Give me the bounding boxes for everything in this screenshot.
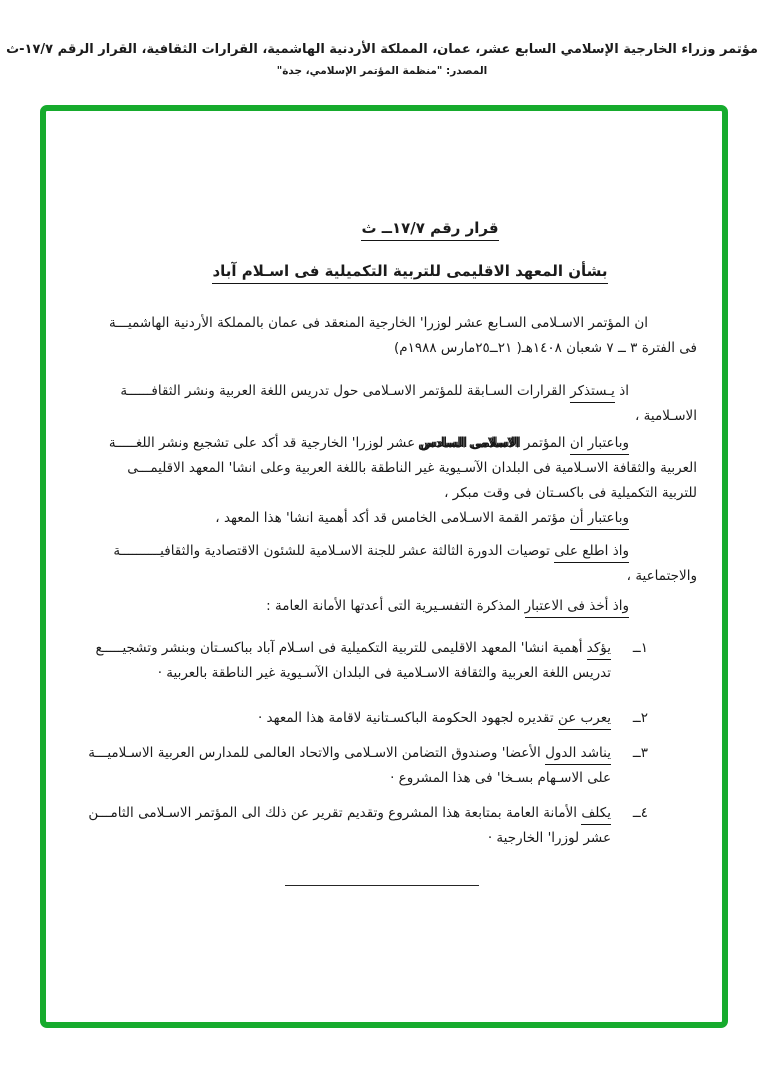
- paragraph-line: [86, 506, 697, 531]
- underlined-lead: واذ اطلع على: [554, 543, 629, 563]
- preamble-paragraph-2: [86, 379, 697, 429]
- underlined-lead: يؤكد: [587, 640, 611, 660]
- underlined-lead: يكلف: [581, 805, 611, 825]
- decision-subject-text: بشأن المعهد الاقليمى للتربية التكميلية فى اسـلام آباد: [212, 262, 607, 284]
- line-text: الأمانة العامة بمتابعة هذا المشروع وتقديم تقرير عن ذلك الى المؤتمر الاسـلامى الثامـــن: [88, 805, 582, 821]
- line-text: القرارات السـابقة للمؤتمر الاسـلامى حول تدريس اللغة العربية ونشر الثقافــــــة: [120, 383, 571, 399]
- resolution-item-1: [95, 636, 648, 686]
- paragraph-line: [258, 710, 611, 730]
- item-number: ٤ــ: [632, 805, 648, 821]
- lead-prefix: اذ: [614, 383, 629, 399]
- underlined-lead: وباعتبار ان: [570, 435, 629, 455]
- underlined-lead: يناشد الدول: [545, 745, 611, 765]
- overstruck-text: الاسلامى السادس: [419, 435, 520, 451]
- underlined-lead: يـستذكر: [570, 383, 615, 403]
- paragraph-line: العربية والثقافة الاسـلامية فى البلدان الآسـيوية غير الناطقة باللغة العربية وعلى انشا' المعهد الاقليمـــى: [127, 460, 697, 476]
- item-text: [100, 706, 611, 731]
- resolution-item-4: [88, 801, 648, 851]
- preamble-paragraph-6: [86, 594, 697, 619]
- paragraph-line: [86, 379, 697, 404]
- paragraph-line: والاجتماعية ،: [626, 568, 697, 584]
- underlined-lead: وباعتبار أن: [570, 510, 629, 530]
- paragraph-line: الاسـلامية ،: [635, 408, 697, 424]
- paragraph-line: [88, 805, 611, 825]
- resolution-item-2: [100, 706, 648, 731]
- paragraph-line: تدريس اللغة العربية والثقافة الاسـلامية فى البلدان الآسـيوية غير الناطقة بالعربية ·: [157, 665, 611, 681]
- paragraph-line: [86, 594, 697, 619]
- paragraph-line: فى الفترة ٣ ــ ٧ شعبان ١٤٠٨هـ( ٢١ــ٢٥مارس ١٩٨٨م): [393, 340, 697, 356]
- paragraph-line: [96, 640, 611, 660]
- line-text: توصيات الدورة الثالثة عشر للجنة الاسـلامية للشئون الاقتصادية والثقافيــــــــــة: [113, 543, 555, 559]
- decision-subject-title: [46, 262, 722, 280]
- item-text: [96, 636, 611, 686]
- header-source-line: المصدر: "منظمة المؤتمر الإسلامي، جدة": [276, 65, 488, 77]
- signature-rule: [285, 885, 479, 886]
- item-text: [88, 801, 611, 851]
- document-header: [0, 42, 764, 77]
- item-number: ٢ــ: [632, 710, 648, 726]
- preamble-paragraph-5: [86, 539, 697, 589]
- underlined-lead: يعرب عن: [558, 710, 611, 730]
- underlined-lead: واذ أخذ فى الاعتبار: [525, 598, 629, 618]
- paragraph-line: [86, 431, 697, 456]
- line-text: مؤتمر القمة الاسـلامى الخامس قد أكد أهمية انشا' هذا المعهد ،: [215, 510, 570, 526]
- header-citation-line: مؤتمر وزراء الخارجية الإسلامي السابع عشر، عمان، المملكة الأردنية الهاشمية، القرارات الثقافية، القرار الرقم ١٧/٧-ث: [6, 42, 758, 57]
- line-text: الأعضا' وصندوق التضامن الاسـلامى والاتحاد العالمى للمدارس العربية الاسـلاميـــة: [88, 745, 546, 761]
- item-text: [88, 741, 611, 791]
- line-text: المذكرة التفسـيرية التى أعدتها الأمانة العامة :: [266, 598, 525, 614]
- paragraph-line: على الاسـهام بسـخا' فى هذا المشروع ·: [390, 770, 611, 786]
- paragraph-line: ان المؤتمر الاسـلامى السـابع عشر لوزرا' الخارجية المنعقد فى عمان بالمملكة الأردنية الهاشميـــة: [108, 315, 648, 331]
- decision-number-title: [46, 219, 722, 237]
- decision-number-text: قرار رقم ١٧/٧ــ ث: [361, 219, 498, 241]
- item-number: ٣ــ: [632, 745, 648, 761]
- preamble-paragraph-3: [86, 431, 697, 506]
- document-border-frame: [40, 105, 728, 1028]
- resolution-item-3: [88, 741, 648, 791]
- paragraph-line: عشر لوزرا' الخارجية ·: [487, 830, 611, 846]
- line-text: تقديره لجهود الحكومة الباكسـتانية لاقامة هذا المعهد ·: [257, 710, 558, 726]
- preamble-paragraph-4: [86, 506, 697, 531]
- paragraph-line: [88, 745, 611, 765]
- paragraph-line: للتربية التكميلية فى باكسـتان فى وقت مبكر ،: [444, 485, 697, 501]
- preamble-paragraph-1: [86, 311, 697, 361]
- item-number: ١ــ: [632, 640, 648, 656]
- paragraph-line: [86, 539, 697, 564]
- line-text: أهمية انشا' المعهد الاقليمى للتربية التكميلية فى اسـلام آباد بباكسـتان وبنشر وتشجيـــــع: [95, 640, 587, 656]
- line-text: عشر لوزرا' الخارجية قد أكد على تشجيع ونشر اللغـــــة: [108, 435, 420, 451]
- line-text: المؤتمر: [519, 435, 570, 451]
